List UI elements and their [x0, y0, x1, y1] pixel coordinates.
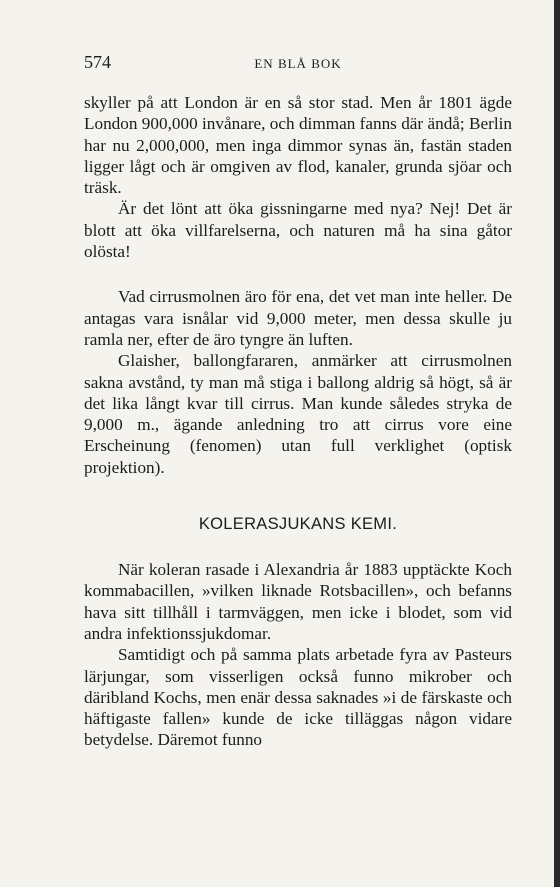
- section-gap: [84, 534, 512, 559]
- page-header: [84, 52, 512, 78]
- paragraph: När koleran rasade i Alexandria år 1883 upptäckte Koch kommabacillen, »vilken liknade Rotsbacillen», och befanns hava sitt tillhåll i tarmväggen, men icke i blodet, som vid andra infektionssjukdomar.: [84, 560, 512, 643]
- section-gap: [84, 262, 512, 286]
- paragraph: Är det lönt att öka gissningarne med nya? Nej! Det är blott att öka villfarelserna, och naturen må ha sina gåtor olösta!: [84, 199, 512, 262]
- page-body: [84, 92, 512, 751]
- paragraph: Glaisher, ballongfararen, anmärker att cirrusmolnen sakna avstånd, ty man må stiga i ballong aldrig så högt, så är det lika långt kvar till cirrus. Man kunde således stryka de 9,000 m., ägande anledning tro att cirrus vore eine Erscheinung (fenomen) utan full verklighet (optisk projektion).: [84, 351, 512, 477]
- paragraph: Vad cirrusmolnen äro för ena, det vet man inte heller. De antagas vara isnålar vid 9,000 meter, men dessa skulle ju ramla ner, efter de äro tyngre än luften.: [84, 287, 512, 349]
- page-edge-shadow: [554, 0, 560, 887]
- running-head: EN BLÅ BOK: [254, 56, 342, 71]
- section-title: KOLERASJUKANS KEMI.: [198, 515, 398, 534]
- paragraph: Samtidigt och på samma plats arbetade fyra av Pasteurs lärjungar, som visserligen också funno mikrober och däribland Kochs, men enär dessa saknades »i de färskaste och häftigaste fallen» kunde de icke tilläggas någon vidare betydelse. Däremot funno: [84, 645, 512, 750]
- section-gap: [84, 478, 512, 515]
- paragraph: skyller på att London är en så stor stad. Men år 1801 ägde London 900,000 invånare, och dimman fanns där ändå; Berlin har nu 2,000,000, men inga dimmor synas än, fastän staden ligger lågt och är omgiven av flod, kanaler, grunda sjöar och träsk.: [84, 93, 512, 198]
- page-number: 574: [84, 52, 111, 72]
